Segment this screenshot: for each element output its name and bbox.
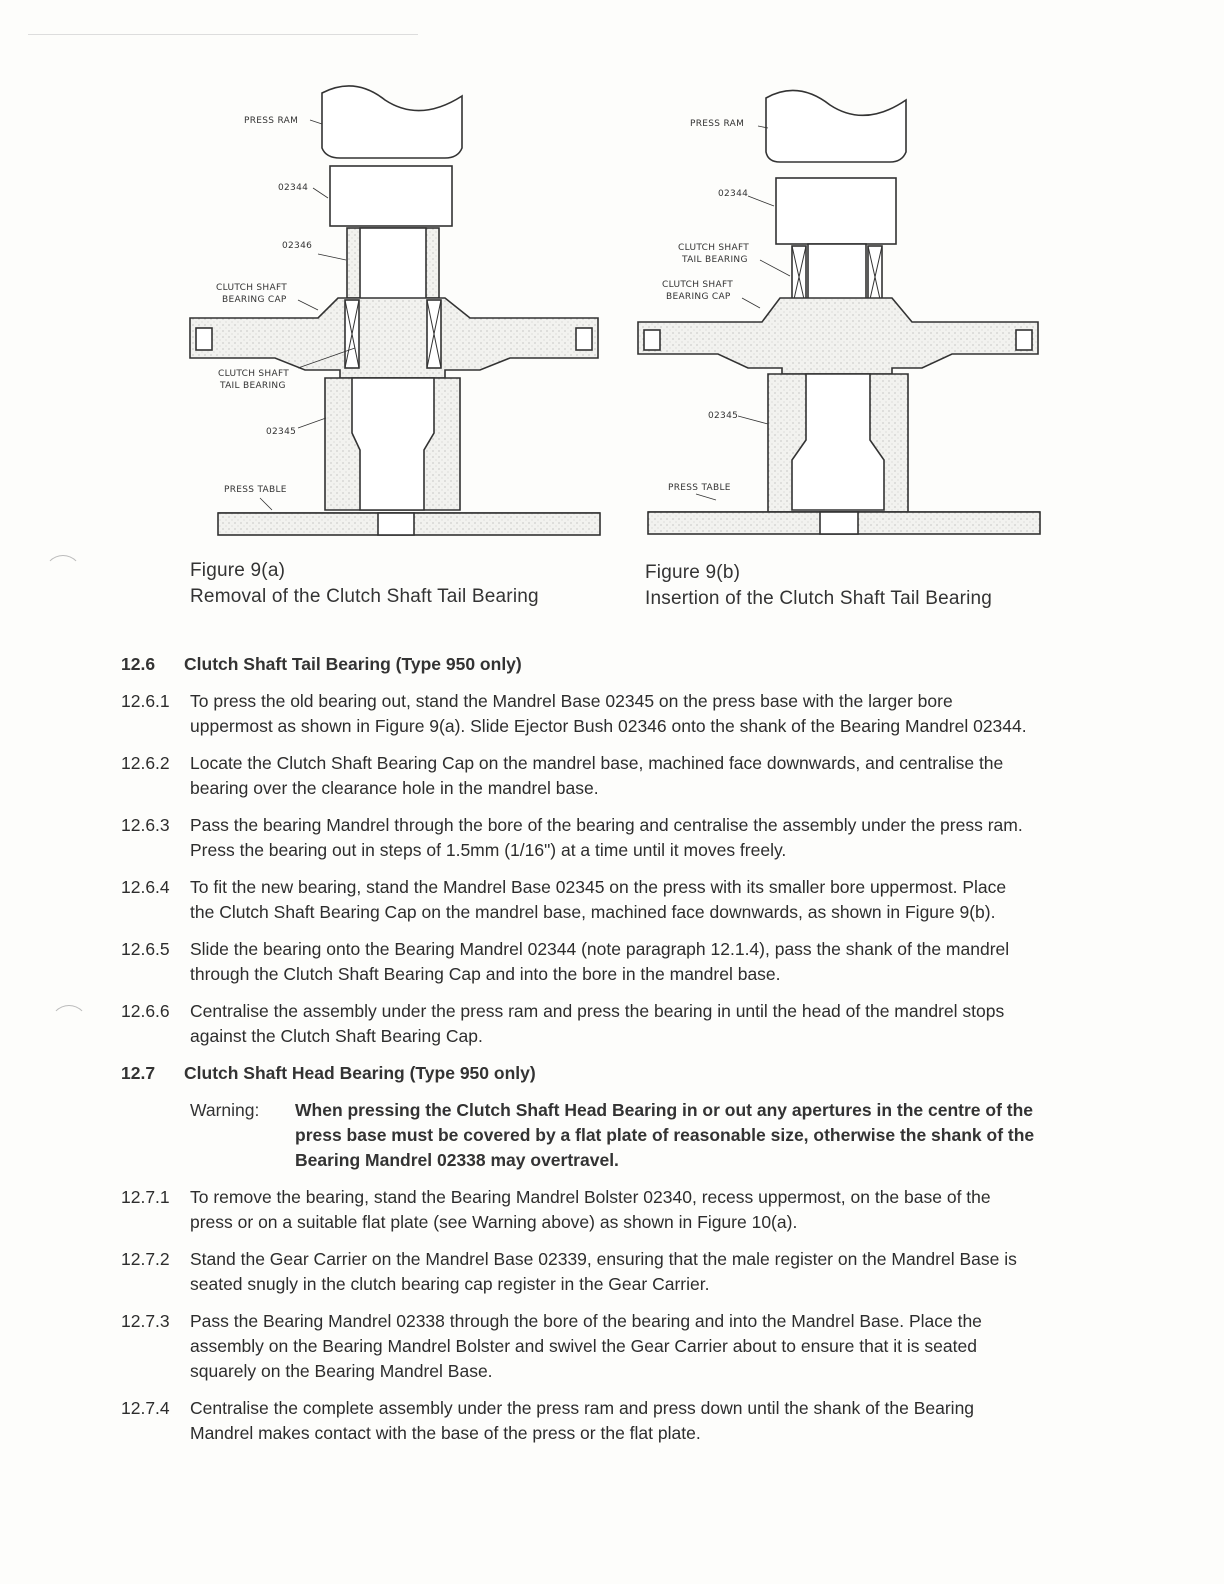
paragraph bbox=[121, 1396, 1081, 1446]
caption-text: Removal of the Clutch Shaft Tail Bearing bbox=[190, 586, 539, 607]
warning-block bbox=[190, 1098, 1081, 1173]
paragraph bbox=[121, 937, 1081, 987]
section-title: Clutch Shaft Tail Bearing (Type 950 only) bbox=[184, 654, 522, 674]
paragraph-text: Pass the bearing Mandrel through the bore of the bearing and centralise the assembly under the press ram. Press the bearing out in steps of 1.5mm (1/16") at a time until it moves freely. bbox=[190, 815, 1023, 860]
label-cap-1: CLUTCH SHAFT bbox=[216, 283, 288, 293]
section-number: 12.7 bbox=[121, 1063, 156, 1083]
paragraph-number: 12.6.2 bbox=[121, 753, 170, 773]
paragraph-text: To remove the bearing, stand the Bearing Mandrel Bolster 02340, recess uppermost, on the base of the press or on a suitable flat plate (see Warning above) as shown in Figure 10(a). bbox=[190, 1187, 991, 1232]
document-body bbox=[121, 652, 1081, 1458]
paragraph-text: Centralise the complete assembly under the press ram and press down until the shank of the Bearing Mandrel makes contact with the base of the press or the flat plate. bbox=[190, 1398, 975, 1443]
paragraph-text: To press the old bearing out, stand the Mandrel Base 02345 on the press base with the larger bore uppermost as shown in Figure 9(a). Slide Ejector Bush 02346 onto the shank of the Bearing Mandrel 02344. bbox=[190, 691, 1027, 736]
scan-hole-mark bbox=[50, 1005, 88, 1043]
label-tail-2: TAIL BEARING bbox=[220, 381, 286, 391]
paragraph bbox=[121, 689, 1081, 739]
label-cap-2: BEARING CAP bbox=[666, 292, 731, 302]
caption-title: Figure 9(b) bbox=[645, 562, 741, 583]
paragraph bbox=[121, 1247, 1081, 1297]
paragraph-number: 12.7.1 bbox=[121, 1187, 170, 1207]
press-ram-shape bbox=[322, 86, 462, 158]
paragraph bbox=[121, 751, 1081, 801]
paragraph-number: 12.7.4 bbox=[121, 1398, 170, 1418]
label-table: PRESS TABLE bbox=[224, 485, 287, 495]
paragraph-number: 12.7.2 bbox=[121, 1249, 170, 1269]
scan-hole-mark bbox=[44, 555, 82, 593]
paragraph-number: 12.7.3 bbox=[121, 1311, 170, 1331]
label-press-ram: PRESS RAM bbox=[244, 116, 299, 126]
label-press-ram: PRESS RAM bbox=[690, 119, 745, 129]
section-title: Clutch Shaft Head Bearing (Type 950 only) bbox=[184, 1063, 536, 1083]
label-mandrel: 02344 bbox=[718, 189, 749, 199]
figure-9a-caption bbox=[190, 558, 539, 610]
paragraph bbox=[121, 999, 1081, 1049]
paragraph-text: Pass the Bearing Mandrel 02338 through the bore of the bearing and into the Mandrel Base. Place the assembly on the Bearing Mandrel Bolster and swivel the Gear Carrier about to ensure that it is seated squarely on the Bearing Mandrel Base. bbox=[190, 1311, 982, 1381]
label-base: 02345 bbox=[266, 427, 297, 437]
bearing-cap bbox=[638, 298, 1038, 374]
mandrel-head bbox=[776, 178, 896, 244]
mandrel-head bbox=[330, 166, 452, 226]
label-tail-2: TAIL BEARING bbox=[682, 255, 748, 265]
caption-title: Figure 9(a) bbox=[190, 560, 286, 581]
paragraph-number: 12.6.3 bbox=[121, 815, 170, 835]
label-cap-1: CLUTCH SHAFT bbox=[662, 280, 734, 290]
section-heading-12-7 bbox=[121, 1061, 1081, 1086]
warning-label: Warning: bbox=[190, 1100, 260, 1120]
figure-9b-diagram bbox=[630, 80, 1050, 550]
label-mandrel: 02344 bbox=[278, 183, 309, 193]
paragraph-number: 12.6.1 bbox=[121, 691, 170, 711]
paragraph-number: 12.6.6 bbox=[121, 1001, 170, 1021]
paragraph-text: Locate the Clutch Shaft Bearing Cap on the mandrel base, machined face downwards, and centralise the bearing over the clearance hole in the mandrel base. bbox=[190, 753, 1004, 798]
paragraph-number: 12.6.4 bbox=[121, 877, 170, 897]
paragraph bbox=[121, 813, 1081, 863]
label-tail-1: CLUTCH SHAFT bbox=[218, 369, 290, 379]
figure-9b-caption bbox=[645, 560, 992, 612]
caption-text: Insertion of the Clutch Shaft Tail Bearing bbox=[645, 588, 993, 609]
label-tail-1: CLUTCH SHAFT bbox=[678, 243, 750, 253]
section-number: 12.6 bbox=[121, 654, 156, 674]
paragraph-text: Stand the Gear Carrier on the Mandrel Base 02339, ensuring that the male register on the Mandrel Base is seated snugly in the clutch bearing cap register in the Gear Carrier. bbox=[190, 1249, 1017, 1294]
label-cap-2: BEARING CAP bbox=[222, 295, 287, 305]
paragraph-text: To fit the new bearing, stand the Mandrel Base 02345 on the press with its smaller bore uppermost. Place the Clutch Shaft Bearing Cap on the mandrel base, machined face downwards, as shown in Figure 9(b). bbox=[190, 877, 1007, 922]
scan-edge-line bbox=[28, 34, 418, 35]
paragraph-number: 12.6.5 bbox=[121, 939, 170, 959]
paragraph bbox=[121, 875, 1081, 925]
paragraph bbox=[121, 1185, 1081, 1235]
label-table: PRESS TABLE bbox=[668, 483, 731, 493]
warning-text: When pressing the Clutch Shaft Head Bearing in or out any apertures in the centre of the press base must be covered by a flat plate of reasonable size, otherwise the shank of the Bearing Mandrel 02338 may overtravel. bbox=[295, 1100, 1035, 1170]
section-heading-12-6 bbox=[121, 652, 1081, 677]
press-ram-shape bbox=[766, 90, 906, 162]
paragraph-text: Slide the bearing onto the Bearing Mandrel 02344 (note paragraph 12.1.4), pass the shank of the mandrel through the Clutch Shaft Bearing Cap and into the bore in the mandrel base. bbox=[190, 939, 1010, 984]
label-ejector: 02346 bbox=[282, 241, 313, 251]
label-base: 02345 bbox=[708, 411, 739, 421]
bearing-cap bbox=[190, 298, 598, 378]
figure-9a-diagram bbox=[180, 78, 610, 548]
paragraph bbox=[121, 1309, 1081, 1384]
paragraph-text: Centralise the assembly under the press ram and press the bearing in until the head of the mandrel stops against the Clutch Shaft Bearing Cap. bbox=[190, 1001, 1005, 1046]
